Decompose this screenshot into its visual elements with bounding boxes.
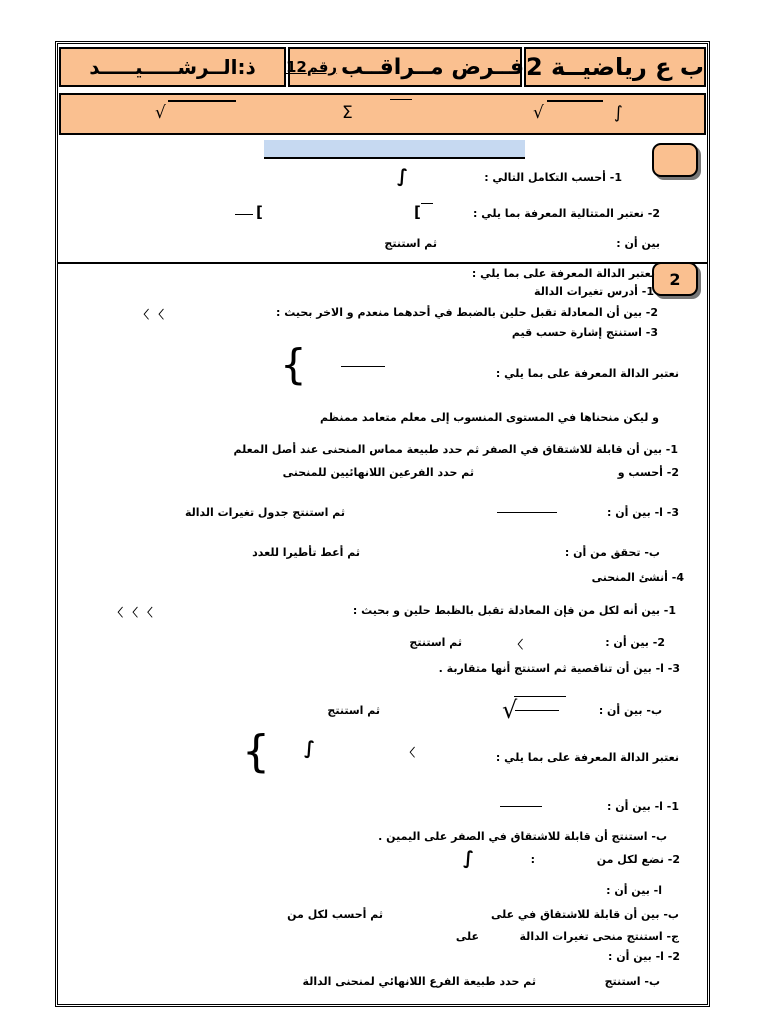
paren-single-1: 〈 xyxy=(512,638,523,651)
line-11b: ثم حدد الفرعين اللانهائيين للمنحنى xyxy=(282,466,474,479)
line-25b: على xyxy=(455,930,479,943)
line-5: 1- أدرس تغيرات الدالة xyxy=(534,285,654,298)
line-16b: ثم استنتج xyxy=(409,636,462,649)
line-4: نعتبر الدالة المعرفة على بما يلي : xyxy=(471,267,655,280)
line-26: 2- ا- بين أن : xyxy=(608,950,680,963)
paren-single-2: 〈 xyxy=(404,746,415,759)
line-13a: ب- تحقق من أن : xyxy=(564,546,660,559)
line-11a: 2- أحسب و xyxy=(617,466,679,479)
class-label: 2 ب ع رياضيــة xyxy=(524,47,706,87)
line-25a: ج- استنتج منحى تغيرات الدالة xyxy=(519,930,679,943)
line-7: 3- استنتج إشارة حسب قيم xyxy=(511,326,658,339)
line-18b: ثم استنتج xyxy=(327,704,380,717)
line-10: 1- بين أن قابلة للاشتقاق في الصفر ثم حدد طبيعة مماس المنحنى عند أصل المعلم xyxy=(233,443,678,456)
blue-bar-underline xyxy=(264,157,525,159)
integral-mark-3: ∫ xyxy=(463,848,474,869)
brace-2: { xyxy=(242,726,270,777)
sigma-symbol: Σ xyxy=(342,103,353,123)
line-3b: ثم استنتج xyxy=(384,237,437,250)
blue-highlight-bar xyxy=(264,140,525,157)
line-27b: ثم حدد طبيعة الفرع اللانهائي لمنحنى الدالة xyxy=(302,975,536,988)
paren-pair-1: 〈 〈 xyxy=(138,308,164,321)
exercise-badge-1 xyxy=(652,143,698,177)
line-22a: 2- نضع لكل من xyxy=(596,853,680,866)
symbol-strip xyxy=(59,93,706,135)
integral-mark: ∫ xyxy=(397,166,408,187)
test-title xyxy=(285,47,525,87)
exercise-badge-2: 2 xyxy=(652,262,698,296)
line-22b: : xyxy=(530,853,535,866)
line-23: ا- بين أن : xyxy=(606,884,662,897)
line-14: 4- أنشئ المنحنى xyxy=(591,571,684,584)
bracket-close: [ xyxy=(256,203,263,221)
sqrt-symbol-left: √ xyxy=(155,103,166,123)
line-20: 1- ا- بين أن : xyxy=(607,800,679,813)
line-13b: ثم أعط تأطيرا للعدد xyxy=(252,546,360,559)
sqrt-symbol-right: √ xyxy=(533,103,544,123)
paren-triple: 〈 〈 〈 xyxy=(112,606,153,619)
test-label: فــرض مــراقــب xyxy=(341,54,525,80)
sqrt-mark: √ xyxy=(502,696,518,724)
line-24a: ب- بين أن قابلة للاشتقاق في على xyxy=(490,908,679,921)
line-17: 3- ا- بين أن تناقصية ثم استنتج أنها متقاربة . xyxy=(438,662,680,675)
integral-symbol: ∫ xyxy=(614,103,623,123)
line-18a: ب- بين أن : xyxy=(598,704,662,717)
test-number: رقم12 xyxy=(285,58,338,76)
section-divider xyxy=(58,262,708,264)
line-16a: 2- بين أن : xyxy=(605,636,665,649)
line-12a: 3- ا- بين أن : xyxy=(607,506,679,519)
line-8: نعتبر الدالة المعرفة على بما يلي : xyxy=(495,367,679,380)
brace-1: { xyxy=(280,340,307,389)
integral-mark-2: ∫ xyxy=(304,738,315,759)
line-1: 1- أحسب التكامل التالي : xyxy=(484,171,622,184)
line-12b: ثم استنتج جدول تغيرات الدالة xyxy=(184,506,345,519)
line-27a: ب- استنتج xyxy=(604,975,660,988)
line-9: و ليكن منحناها في المستوى المنسوب إلى معلم متعامد ممنظم xyxy=(320,411,659,424)
teacher-name: ذ:الــرشـــــيـــــد xyxy=(59,47,286,87)
line-24b: ثم أحسب لكل من xyxy=(287,908,383,921)
line-21: ب- استنتج أن قابلة للاشتقاق في الصفر على اليمين . xyxy=(378,830,667,843)
line-3a: بين أن : xyxy=(616,237,660,250)
line-6: 2- بين أن المعادلة تقبل حلين بالضبط في أحدهما منعدم و الاخر بحيث : xyxy=(275,306,658,319)
line-19: نعتبر الدالة المعرفة على بما يلي : xyxy=(495,751,679,764)
line-15: 1- بين أنه لكل من فإن المعادلة تقبل بالظبط حلين و بحيث : xyxy=(352,604,676,617)
line-2: 2- نعتبر المتتالية المعرفة بما يلي : xyxy=(472,207,660,220)
bracket-open: [ xyxy=(414,203,421,221)
